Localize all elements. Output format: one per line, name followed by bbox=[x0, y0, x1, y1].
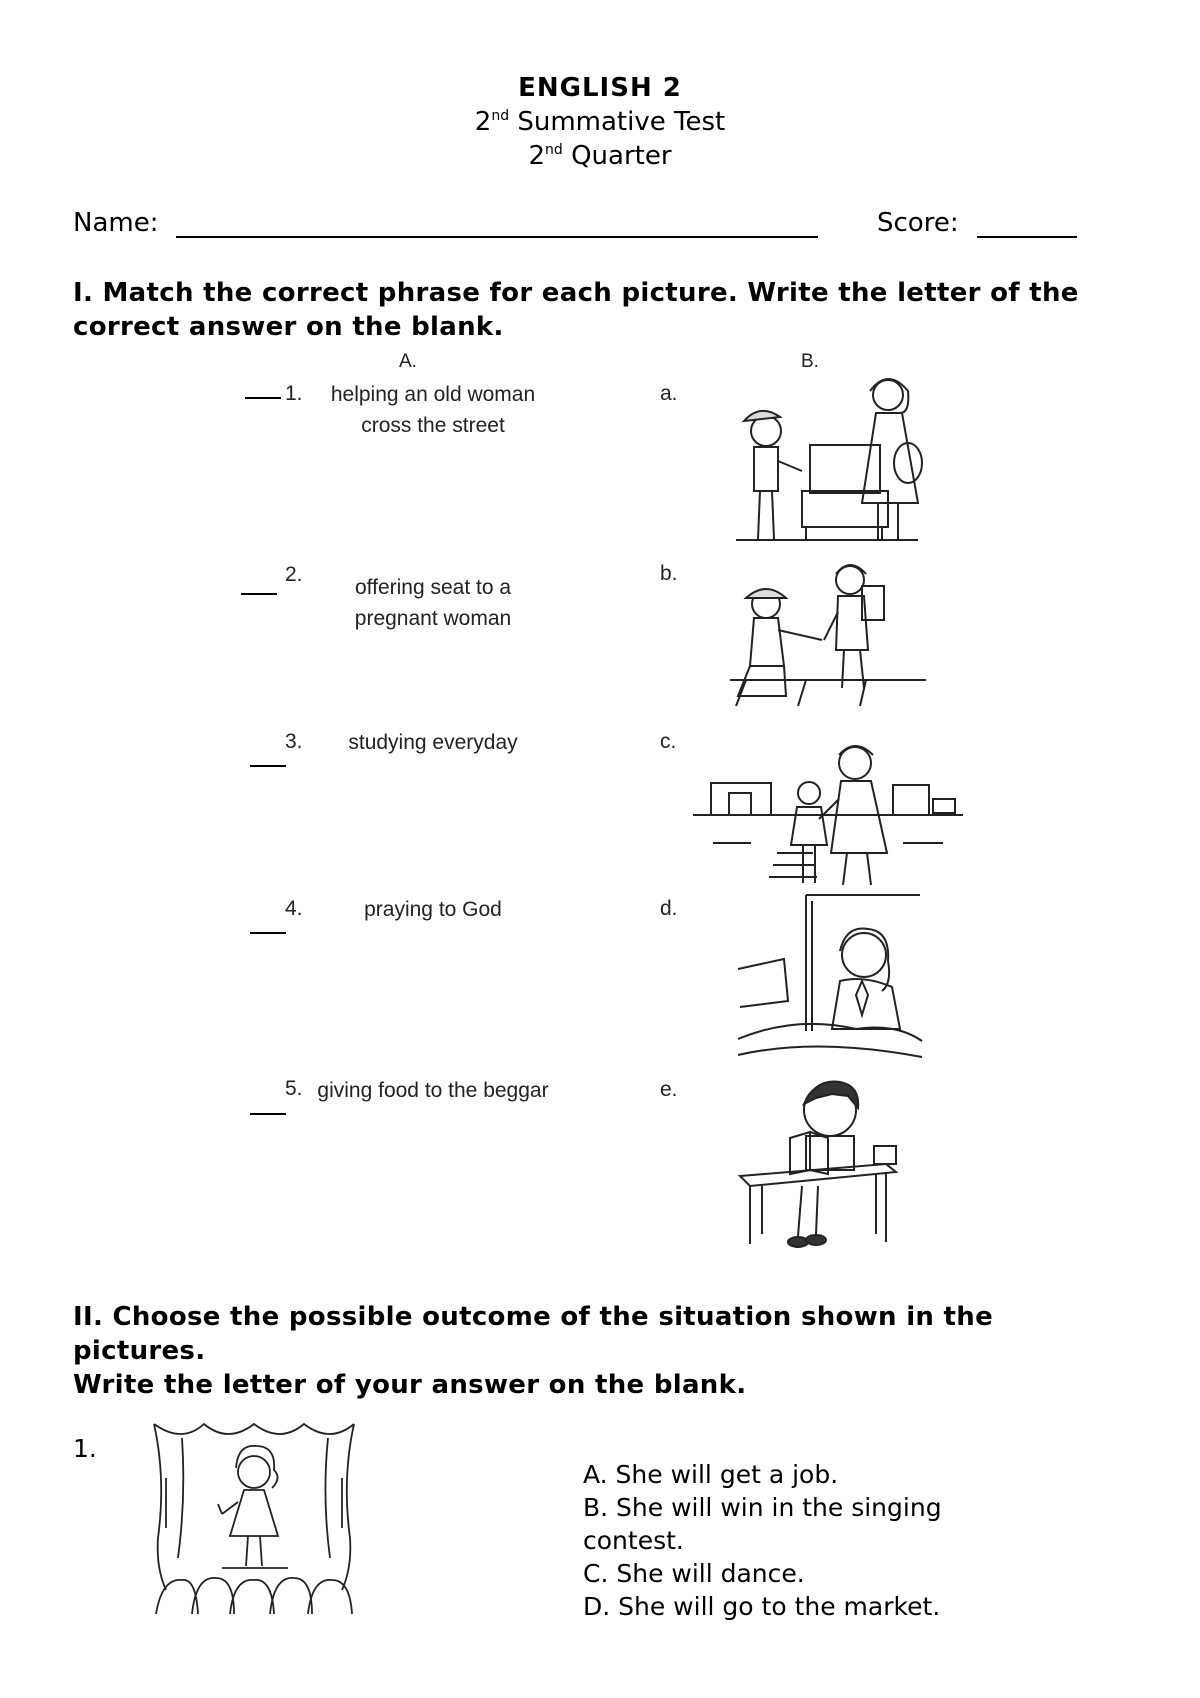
picture-letter-c: c. bbox=[660, 730, 677, 753]
column-b-heading: B. bbox=[801, 351, 819, 372]
choice-b[interactable]: B. She will win in the singing contest. bbox=[583, 1493, 942, 1555]
picture-letter-d: d. bbox=[660, 897, 678, 920]
picture-singing-on-stage bbox=[152, 1418, 357, 1618]
answer-blank-4[interactable] bbox=[250, 932, 286, 934]
choice-c[interactable]: C. She will dance. bbox=[583, 1559, 805, 1588]
picture-letter-e: e. bbox=[660, 1078, 678, 1101]
test-label: Summative Test bbox=[517, 107, 726, 137]
question-number-1: 1. bbox=[73, 1434, 97, 1463]
part1-instruction: I. Match the correct phrase for each picture. Write the letter of the correct answer on the blank. bbox=[73, 278, 1079, 342]
item-number-1: 1. bbox=[285, 382, 303, 405]
name-field[interactable] bbox=[176, 236, 818, 238]
item-number-4: 4. bbox=[285, 897, 303, 920]
answer-blank-3[interactable] bbox=[250, 765, 286, 767]
phrase-1: helping an old woman cross the street bbox=[330, 383, 536, 437]
test-subtitle bbox=[0, 107, 1200, 137]
picture-letter-a: a. bbox=[660, 382, 678, 405]
picture-letter-b: b. bbox=[660, 562, 678, 585]
quarter-line bbox=[0, 141, 1200, 171]
quarter-number: 2 bbox=[528, 141, 546, 171]
part2-instruction: II. Choose the possible outcome of the situation shown in the pictures. bbox=[73, 1302, 994, 1366]
item-number-3: 3. bbox=[285, 730, 303, 753]
phrase-5: giving food to the beggar bbox=[317, 1079, 549, 1102]
column-a-heading: A. bbox=[399, 351, 417, 372]
answer-blank-1[interactable] bbox=[245, 397, 281, 399]
phrase-2: offering seat to a pregnant woman bbox=[354, 576, 512, 630]
answer-choices bbox=[583, 1458, 1003, 1623]
choice-d[interactable]: D. She will go to the market. bbox=[583, 1592, 941, 1621]
choice-a[interactable]: A. She will get a job. bbox=[583, 1460, 839, 1489]
test-number-suffix: nd bbox=[491, 108, 510, 124]
picture-d-praying bbox=[736, 891, 926, 1071]
phrase-3: studying everyday bbox=[348, 731, 518, 754]
phrase-4: praying to God bbox=[364, 898, 502, 921]
quarter-label: Quarter bbox=[571, 141, 672, 171]
test-title: ENGLISH 2 bbox=[518, 73, 682, 103]
picture-b-giving-to-beggar bbox=[726, 556, 926, 718]
quarter-number-suffix: nd bbox=[545, 142, 563, 158]
item-number-2: 2. bbox=[285, 563, 303, 586]
score-label: Score: bbox=[877, 208, 959, 238]
score-field[interactable] bbox=[977, 236, 1077, 238]
answer-blank-2[interactable] bbox=[241, 593, 277, 595]
name-label: Name: bbox=[73, 208, 159, 238]
picture-e-studying bbox=[736, 1074, 906, 1254]
test-number: 2 bbox=[474, 107, 492, 137]
picture-c-crossing-street bbox=[693, 733, 963, 893]
picture-a-offering-seat bbox=[732, 373, 932, 545]
part2-instruction-2: Write the letter of your answer on the blank. bbox=[73, 1370, 747, 1400]
item-number-5: 5. bbox=[285, 1077, 303, 1100]
answer-blank-5[interactable] bbox=[250, 1113, 286, 1115]
